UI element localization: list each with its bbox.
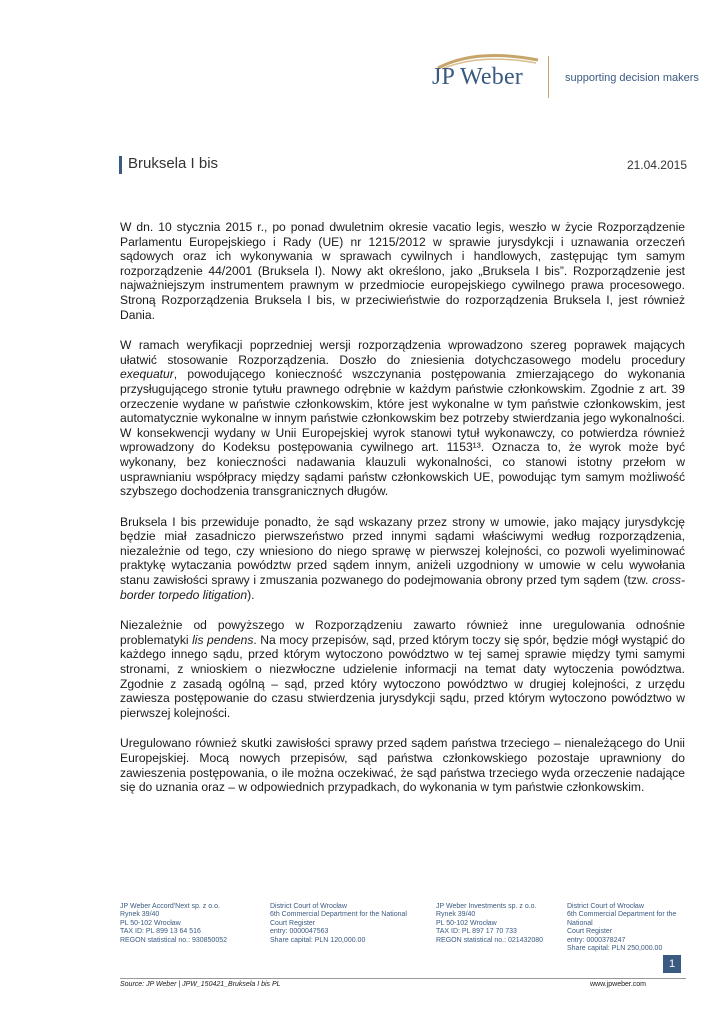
footer-line: PL 50-102 Wrocław: [436, 919, 497, 927]
document-title: Bruksela I bis: [128, 155, 219, 172]
footer-divider: [120, 978, 686, 979]
footer-column-2: [270, 903, 407, 945]
footer-line: REGON statistical no.: 021432080: [436, 936, 544, 944]
footer-line: TAX ID: PL 897 17 70 733: [436, 928, 517, 936]
logo-tagline: supporting decision makers: [565, 72, 699, 84]
footer-line: District Court of Wrocław: [567, 903, 644, 910]
paragraph-5: Uregulowano również skutki zawisłości sprawy przed sądem państwa trzeciego – nienależącego do Unii Europejskiej. Mocą nowych przepisów, sąd państwa członkowskiego pozostaje uprawniony do zawieszenia postępowania, o ile można oczekiwać, że sąd państwa trzeciego wyda orzeczenie nadające się do uznania oraz – w odpowiednich przypadkach, do wykonania w tym państwie członkowskim.: [120, 736, 685, 795]
article-body: [120, 220, 685, 795]
source-note: Source: JP Weber | JPW_150421_Bruksela I bis PL: [120, 981, 281, 988]
logo-wordmark: JP Weber: [432, 64, 523, 90]
page-number: 1: [663, 955, 681, 973]
footer-line: 6th Commercial Department for the National: [270, 911, 407, 919]
footer-line: 6th Commercial Department for the: [567, 911, 677, 919]
footer-column-1: [120, 903, 227, 945]
footer-line: Share capital: PLN 120,000.00: [270, 936, 366, 944]
footer-line: TAX ID: PL 899 13 64 516: [120, 928, 201, 936]
title-accent-bar: [119, 156, 122, 174]
paragraph-1: W dn. 10 stycznia 2015 r., po ponad dwuletnim okresie vacatio legis, weszło w życie Rozporządzenie Parlamentu Europejskiego i Rady (UE) nr 1215/2012 w sprawie jurysdykcji i uznawania orzeczeń sądowych oraz ich wykonywania w sprawach cywilnych i handlowych, zastępując tym samym rozporządzenie 44/2001 (Bruksela I). Nowy akt określono, jako „Bruksela I bis”. Rozporządzenie jest najważniejszym instrumentem prawnym w przedmiocie europejskiego cywilnego prawa procesowego. Stroną Rozporządzenia Bruksela I bis, w przeciwieństwie do rozporządzenia Bruksela I, jest również Dania.: [120, 220, 685, 322]
paragraph-3: Bruksela I bis przewiduje ponadto, że sąd wskazany przez strony w umowie, jako mający jurysdykcję będzie miał zasadniczo pierwszeństwo przed innymi sądami właściwymi według rozporządzenia, niezależnie od tego, czy wniesiono do niego sprawę w pierwszej kolejności, co pozwoli wyeliminować praktykę wytaczania powództw przed sądem innym, aniżeli uzgodniony w umowie w celu wywołania stanu zawisłości sprawy i zmuszania pozwanego do podejmowania obrony przed tym sądem (tzw. cross-border torpedo litigation).: [120, 514, 685, 602]
footer-line: Court Register: [270, 919, 316, 927]
footer-line: District Court of Wrocław: [270, 903, 347, 910]
footer-line: entry: 0000378247: [567, 936, 626, 944]
paragraph-4: Niezależnie od powyższego w Rozporządzeniu zawarto również inne uregulowania odnośnie problematyki lis pendens. Na mocy przepisów, sąd, przed którym toczy się spór, będzie mógł wystąpić do każdego innego sądu, przed którym wytoczono powództwo w tej samej sprawie między tymi samymi stronami, z wnioskiem o niezwłoczne udzielenie informacji na temat daty wytoczenia powództwa. Zgodnie z zasadą ogólną – sąd, przed który wytoczono powództwo w drugiej kolejności, z urzędu zawiesza postępowanie do czasu stwierdzenia jurysdykcji sądu, przed którym wytoczono powództwo w pierwszej kolejności.: [120, 618, 685, 720]
paragraph-2: W ramach weryfikacji poprzedniej wersji rozporządzenia wprowadzono szereg poprawek mających ułatwić stosowanie Rozporządzenia. Doszło do zniesienia dotychczasowego modelu procedury exequatur, powodującego konieczność wszczynania postępowania zmierzającego do wykonania przysługującego stronie tytułu prawnego odrębnie w każdym państwie członkowskim. Zgodnie z art. 39 orzeczenie wydane w państwie członkowskim, które jest wykonalne w tym państwie członkowskim, jest automatycznie wykonalne w innym państwie członkowskim bez potrzeby stwierdzania jego wykonalności. W konsekwencji wydany w Unii Europejskiej wyrok stanowi tytuł wykonawczy, co potwierdza również wprowadzony do Kodeksu postępowania cywilnego art. 1153¹³. Oznacza to, że wyrok może być wykonany, bez konieczności nadawania klauzuli wykonalności, co stanowi istotny przełom w usprawnianiu współpracy między sądami państw członkowskich UE, powodując tym samym możliwość szybszego dochodzenia transgranicznych długów.: [120, 338, 685, 499]
footer-line: Court Register: [567, 928, 613, 936]
footer-line: PL 50-102 Wrocław: [120, 919, 181, 927]
company-logo: [432, 50, 699, 102]
footer-line: Rynek 39/40: [120, 911, 160, 919]
document-date: 21.04.2015: [626, 158, 687, 172]
footer-line: JP Weber Investments sp. z o.o.: [436, 903, 537, 910]
footer-line: REGON statistical no.: 930850052: [120, 936, 228, 944]
footer-line: entry: 0000047563: [270, 928, 329, 936]
footer-column-4: [567, 903, 676, 953]
footer-line: Share capital: PLN 250,000.00: [567, 945, 663, 953]
website-link[interactable]: www.jpweber.com: [589, 981, 646, 988]
footer-column-3: [436, 903, 543, 945]
logo-divider: [548, 56, 549, 98]
footer-line: JP Weber Accord'Next sp. z o.o.: [120, 903, 220, 910]
footer-line: Rynek 39/40: [436, 911, 476, 919]
footer-line: National: [567, 919, 593, 927]
